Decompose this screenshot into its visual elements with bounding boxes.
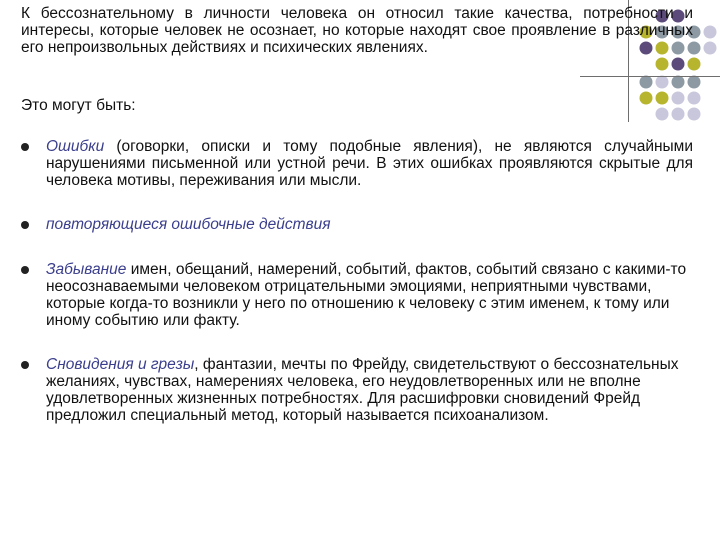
bullet-marker xyxy=(21,221,29,229)
bullet-body: имен, обещаний, намерений, событий, фактов, событий связано с какими-то неосознаваемыми человеком отрицательными эмоциями, неприятными чувствами, которые когда-то возникли у него по отношению к человеку с этим именем, к тому или иному событию или факту. xyxy=(46,261,687,329)
bullet-body: , фантазии, мечты по Фрейду, свидетельствуют о бессознательных желаниях, чувствах, намерениях человека, его неудовлетворенных или не вполне удовлетворенных жизненных потребностях. Для расшифровки сновидений Фрейд предложил специальный метод, который называется психоанализом. xyxy=(46,356,679,424)
decorative-dot xyxy=(704,26,717,39)
bullet-item-forgetting xyxy=(21,261,693,329)
decorative-dot xyxy=(688,58,701,71)
decorative-dot xyxy=(656,92,669,105)
bullet-term: Сновидения и грезы xyxy=(46,356,195,373)
bullet-item-errors xyxy=(21,138,693,189)
bullet-body: (оговорки, описки и тому подобные явления), не являются случайными нарушениями письменной или устной речи. В этих ошибках проявляются скрытые для человека мотивы, переживания или мысли. xyxy=(46,138,693,189)
bullet-term: повторяющиеся ошибочные действия xyxy=(46,216,331,233)
decorative-dot xyxy=(640,92,653,105)
bullet-item-repeated-actions xyxy=(21,216,693,233)
bullet-text xyxy=(46,216,693,233)
bullet-text xyxy=(46,356,693,424)
decorative-dot xyxy=(656,108,669,121)
decorative-dot xyxy=(704,42,717,55)
decorative-horizontal-line xyxy=(580,76,720,77)
bullet-item-dreams xyxy=(21,356,693,424)
bullet-term: Забывание xyxy=(46,261,127,278)
bullet-text xyxy=(46,261,693,329)
decorative-dot xyxy=(672,108,685,121)
decorative-dot xyxy=(656,58,669,71)
decorative-dot xyxy=(688,108,701,121)
intro-paragraph xyxy=(21,5,693,56)
bullet-text xyxy=(46,138,693,189)
decorative-dot xyxy=(688,76,701,89)
bullet-term: Ошибки xyxy=(46,138,105,155)
decorative-dot xyxy=(672,92,685,105)
intro-lead-in: Это могут быть: xyxy=(21,97,136,114)
decorative-dot xyxy=(656,76,669,89)
decorative-dot xyxy=(672,58,685,71)
decorative-dot xyxy=(672,76,685,89)
bullet-marker xyxy=(21,266,29,274)
intro-text: К бессознательному в личности человека он относил такие качества, потребности и интересы, которые человек не осознает, но которые находят свое проявление в различных его непроизвольных действиях и психических явлениях. xyxy=(21,5,693,56)
bullet-marker xyxy=(21,143,29,151)
decorative-dot xyxy=(688,92,701,105)
bullet-marker xyxy=(21,361,29,369)
decorative-dot xyxy=(640,76,653,89)
